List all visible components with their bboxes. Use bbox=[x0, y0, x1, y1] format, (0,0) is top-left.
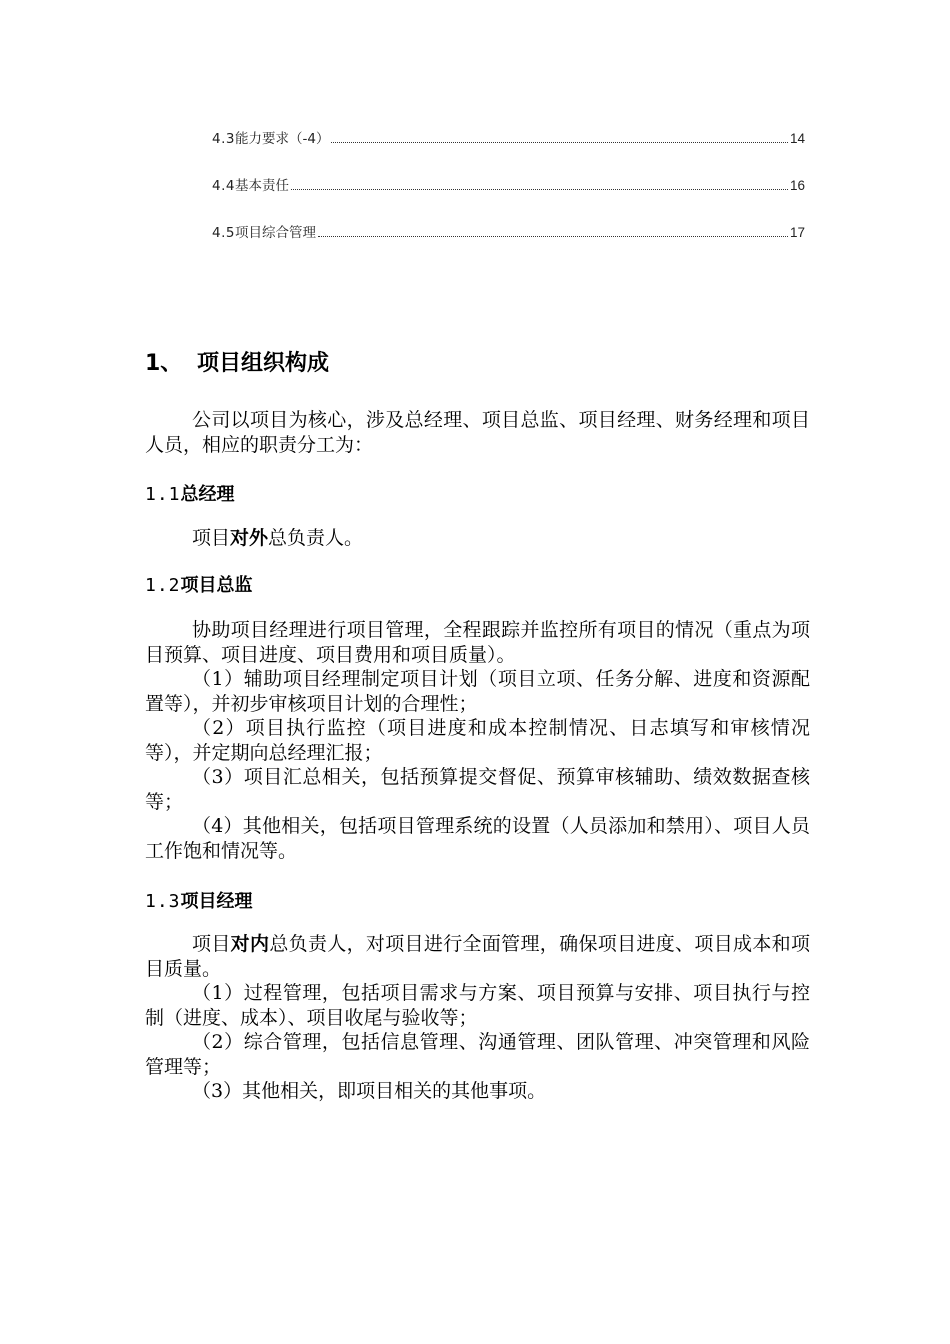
toc-title: 基本责任 bbox=[234, 178, 289, 194]
subsection-body bbox=[145, 932, 810, 1104]
section-number: 1、 bbox=[145, 351, 183, 376]
subsection-number: 1.3 bbox=[145, 891, 181, 912]
list-item: （2）项目执行监控（项目进度和成本控制情况、日志填写和审核情况等），并定期向总经理汇报； bbox=[145, 717, 810, 764]
toc-page-number: 16 bbox=[789, 178, 805, 193]
paragraph: 协助项目经理进行项目管理，全程跟踪并监控所有项目的情况（重点为项目预算、项目进度、项目费用和项目质量）。 bbox=[145, 619, 810, 666]
list-item: （3）项目汇总相关，包括预算提交督促、预算审核辅助、绩效数据查核等； bbox=[145, 766, 810, 813]
text-run: 项目 bbox=[192, 527, 231, 549]
list-item: （3）其他相关，即项目相关的其他事项。 bbox=[192, 1080, 547, 1102]
toc-title: 项目综合管理 bbox=[234, 225, 316, 241]
subsection-number: 1.1 bbox=[145, 484, 181, 505]
subsection-title: 项目经理 bbox=[180, 891, 253, 912]
toc-entry[interactable] bbox=[212, 127, 805, 147]
subsection-number: 1.2 bbox=[145, 575, 181, 596]
subsection-heading bbox=[145, 480, 235, 506]
subsection-title: 总经理 bbox=[180, 484, 235, 505]
subsection-heading bbox=[145, 571, 253, 597]
toc-leader-dots bbox=[331, 141, 788, 143]
list-item: （4）其他相关，包括项目管理系统的设置（人员添加和禁用）、项目人员工作饱和情况等。 bbox=[145, 815, 810, 862]
list-item: （2）综合管理，包括信息管理、沟通管理、团队管理、冲突管理和风险管理等； bbox=[145, 1031, 810, 1078]
intro-paragraph: 公司以项目为核心，涉及总经理、项目总监、项目经理、财务经理和项目人员，相应的职责分工为： bbox=[145, 409, 810, 456]
text-run: 项目 bbox=[192, 933, 231, 955]
section-heading bbox=[145, 346, 329, 377]
text-run: 总负责人，对项目进行全面管理，确保项目进度、项目成本和项目质量。 bbox=[145, 933, 810, 980]
toc-entry[interactable] bbox=[212, 221, 805, 241]
paragraph bbox=[145, 932, 810, 981]
toc-page-number: 17 bbox=[789, 225, 805, 240]
toc-leader-dots bbox=[291, 188, 788, 190]
toc-number: 4.3 bbox=[212, 131, 235, 147]
bold-text: 对内 bbox=[230, 933, 270, 955]
paragraph bbox=[145, 526, 810, 551]
text-run: 总负责人。 bbox=[268, 527, 364, 549]
toc-entry[interactable] bbox=[212, 174, 805, 194]
section-title: 项目组织构成 bbox=[197, 351, 330, 376]
toc-number: 4.4 bbox=[212, 178, 235, 194]
toc-leader-dots bbox=[318, 235, 788, 237]
bold-text: 对外 bbox=[230, 527, 269, 549]
toc-number: 4.5 bbox=[212, 225, 235, 241]
subsection-heading bbox=[145, 887, 253, 913]
list-item: （1）辅助项目经理制定项目计划（项目立项、任务分解、进度和资源配置等），并初步审核项目计划的合理性； bbox=[145, 668, 810, 715]
toc-title: 能力要求（-4） bbox=[234, 131, 330, 147]
subsection-title: 项目总监 bbox=[180, 575, 253, 596]
list-item: （1）过程管理，包括项目需求与方案、项目预算与安排、项目执行与控制（进度、成本）、项目收尾与验收等； bbox=[145, 982, 810, 1029]
subsection-body bbox=[145, 618, 810, 863]
toc-page-number: 14 bbox=[789, 131, 805, 146]
